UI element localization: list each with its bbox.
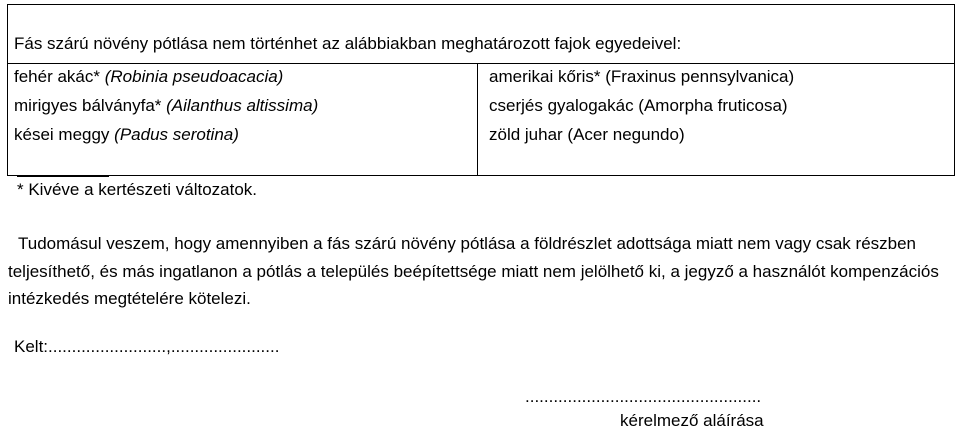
species-right-3: zöld juhar (Acer negundo): [489, 125, 685, 144]
species-table: [7, 4, 955, 176]
paragraph-text: Tudomásul veszem, hogy amennyiben a fás szárú növény pótlása a földrészlet adottsága miatt nem vagy csak részben teljesíthető, és más ingatlanon a pótlás a település beépítettsége miatt nem jelölhető ki, a jegyző a használót kompenzációs intézkedés megtételére kötelezi.: [8, 234, 939, 308]
signature-dots: ..................................................: [525, 387, 762, 406]
signature-label: kérelmező aláírása: [620, 411, 764, 430]
acknowledgement-paragraph: [8, 230, 948, 313]
species-right-1: amerikai kőris* (Fraxinus pennsylvanica): [489, 67, 795, 86]
table-divider: [8, 63, 954, 64]
kelt-line: Kelt:.........................,.......................: [14, 337, 280, 356]
footnote-rule: [17, 176, 109, 177]
species-right-2: cserjés gyalogakác (Amorpha fruticosa): [489, 96, 788, 115]
column-divider: [477, 63, 478, 175]
species-left-3: kései meggy (Padus serotina): [14, 125, 239, 144]
footnote: * Kivéve a kertészeti változatok.: [17, 180, 258, 199]
species-left-2: mirigyes bálványfa* (Ailanthus altissima): [14, 96, 319, 115]
species-left-1: fehér akác* (Robinia pseudoacacia): [14, 67, 284, 86]
table-heading: Fás szárú növény pótlása nem történhet az alábbiakban meghatározott fajok egyedeivel:: [14, 34, 682, 53]
